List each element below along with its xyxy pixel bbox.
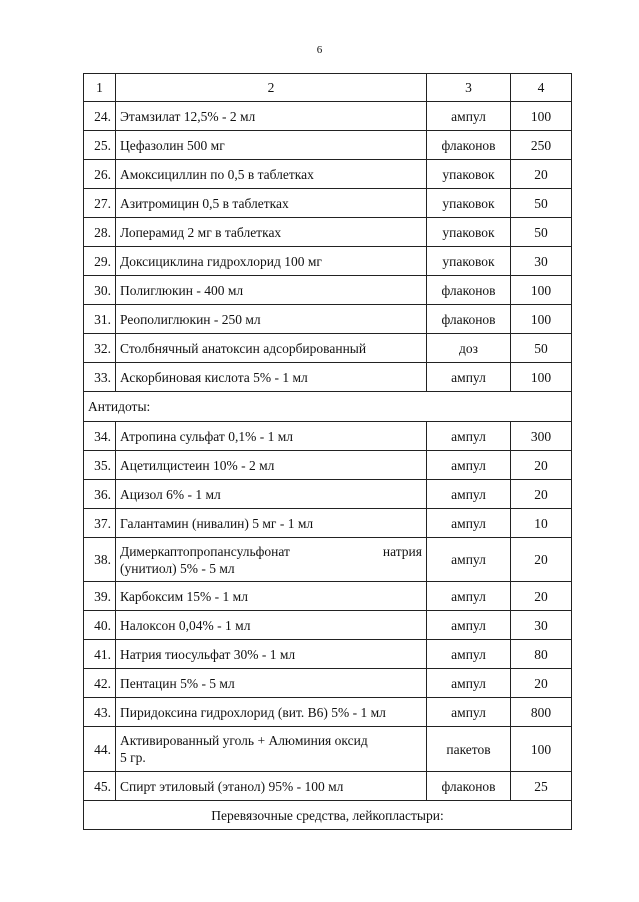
row-number: 44. [84,727,116,772]
row-number: 42. [84,669,116,698]
section-antidotes: Антидоты: [84,392,572,422]
row-unit: флаконов [427,772,511,801]
row-unit: упаковок [427,247,511,276]
row-name: Столбнячный анатоксин адсорбированный [116,334,427,363]
row-unit: ампул [427,480,511,509]
row-name: Лоперамид 2 мг в таблетках [116,218,427,247]
table-row [84,640,572,669]
row-name-line-1 [120,543,422,560]
table-row [84,334,572,363]
row-quantity: 10 [511,509,572,538]
row-unit: ампул [427,611,511,640]
table-row [84,698,572,727]
row-name-line-2: (унитиол) 5% - 5 мл [120,560,235,576]
table-row [84,131,572,160]
row-unit: ампул [427,451,511,480]
row-quantity: 100 [511,727,572,772]
table-row [84,451,572,480]
section-dressings: Перевязочные средства, лейкопластыри: [84,801,572,830]
row-name: Ацетилцистеин 10% - 2 мл [116,451,427,480]
row-number: 37. [84,509,116,538]
column-header-name: 2 [116,74,427,102]
table-row [84,772,572,801]
row-name: Атропина сульфат 0,1% - 1 мл [116,422,427,451]
row-quantity: 20 [511,582,572,611]
row-quantity: 20 [511,538,572,582]
table-row [84,247,572,276]
row-number: 43. [84,698,116,727]
row-name: Налоксон 0,04% - 1 мл [116,611,427,640]
column-header-number: 1 [84,74,116,102]
row-number: 34. [84,422,116,451]
table-row [84,582,572,611]
row-quantity: 100 [511,102,572,131]
table-row [84,669,572,698]
row-quantity: 50 [511,334,572,363]
row-unit: доз [427,334,511,363]
row-quantity: 20 [511,480,572,509]
table-row [84,611,572,640]
row-number: 31. [84,305,116,334]
row-quantity: 100 [511,276,572,305]
row-unit: упаковок [427,189,511,218]
section-dressings-row [84,801,572,830]
row-name: Азитромицин 0,5 в таблетках [116,189,427,218]
row-name: Карбоксим 15% - 1 мл [116,582,427,611]
table-row [84,363,572,392]
row-unit: ампул [427,698,511,727]
row-name-word-1: Димеркаптопропансульфонат [120,543,290,559]
row-quantity: 20 [511,160,572,189]
row-unit: ампул [427,669,511,698]
row-number: 24. [84,102,116,131]
column-header-unit: 3 [427,74,511,102]
row-name: Реополиглюкин - 250 мл [116,305,427,334]
row-name: Аскорбиновая кислота 5% - 1 мл [116,363,427,392]
row-name [116,727,427,772]
row-number: 26. [84,160,116,189]
row-number: 39. [84,582,116,611]
row-unit: ампул [427,538,511,582]
row-name-line-1: Активированный уголь + Алюминия оксид [120,733,368,748]
row-quantity: 100 [511,305,572,334]
row-name: Галантамин (нивалин) 5 мг - 1 мл [116,509,427,538]
row-quantity: 100 [511,363,572,392]
row-name: Амоксициллин по 0,5 в таблетках [116,160,427,189]
row-unit: ампул [427,102,511,131]
row-name: Пиридоксина гидрохлорид (вит. В6) 5% - 1 мл [116,698,427,727]
row-quantity: 20 [511,451,572,480]
table-row [84,305,572,334]
row-quantity: 80 [511,640,572,669]
row-quantity: 20 [511,669,572,698]
medication-table [83,73,572,830]
row-number: 40. [84,611,116,640]
row-quantity: 800 [511,698,572,727]
row-name: Пентацин 5% - 5 мл [116,669,427,698]
row-number: 33. [84,363,116,392]
row-quantity: 50 [511,189,572,218]
table-row [84,538,572,582]
table-row [84,727,572,772]
row-number: 41. [84,640,116,669]
row-quantity: 250 [511,131,572,160]
row-unit: флаконов [427,305,511,334]
row-number: 35. [84,451,116,480]
row-quantity: 300 [511,422,572,451]
table-row [84,480,572,509]
row-unit: флаконов [427,276,511,305]
table-row [84,102,572,131]
row-name: Этамзилат 12,5% - 2 мл [116,102,427,131]
row-quantity: 50 [511,218,572,247]
row-name [116,538,427,582]
column-header-quantity: 4 [511,74,572,102]
medication-table-body [84,74,572,830]
row-number: 45. [84,772,116,801]
row-unit: упаковок [427,218,511,247]
row-number: 32. [84,334,116,363]
table-row [84,189,572,218]
row-quantity: 30 [511,611,572,640]
row-name: Натрия тиосульфат 30% - 1 мл [116,640,427,669]
row-name-line-2: 5 гр. [120,750,146,765]
page-number: 6 [316,44,323,56]
row-unit: ампул [427,363,511,392]
row-number: 30. [84,276,116,305]
row-unit: ампул [427,640,511,669]
row-name: Цефазолин 500 мг [116,131,427,160]
row-number: 27. [84,189,116,218]
row-quantity: 25 [511,772,572,801]
row-unit: упаковок [427,160,511,189]
column-header-row [84,74,572,102]
row-name: Спирт этиловый (этанол) 95% - 100 мл [116,772,427,801]
row-number: 25. [84,131,116,160]
row-name: Полиглюкин - 400 мл [116,276,427,305]
row-unit: флаконов [427,131,511,160]
row-unit: пакетов [427,727,511,772]
table-row [84,160,572,189]
row-name: Доксициклина гидрохлорид 100 мг [116,247,427,276]
row-number: 29. [84,247,116,276]
table-row [84,218,572,247]
row-unit: ампул [427,582,511,611]
row-quantity: 30 [511,247,572,276]
row-unit: ампул [427,509,511,538]
table-row [84,422,572,451]
row-name: Ацизол 6% - 1 мл [116,480,427,509]
row-number: 38. [84,538,116,582]
table-row [84,509,572,538]
row-number: 28. [84,218,116,247]
row-number: 36. [84,480,116,509]
row-name-word-2: натрия [382,543,422,559]
row-unit: ампул [427,422,511,451]
section-antidotes-row [84,392,572,422]
table-row [84,276,572,305]
